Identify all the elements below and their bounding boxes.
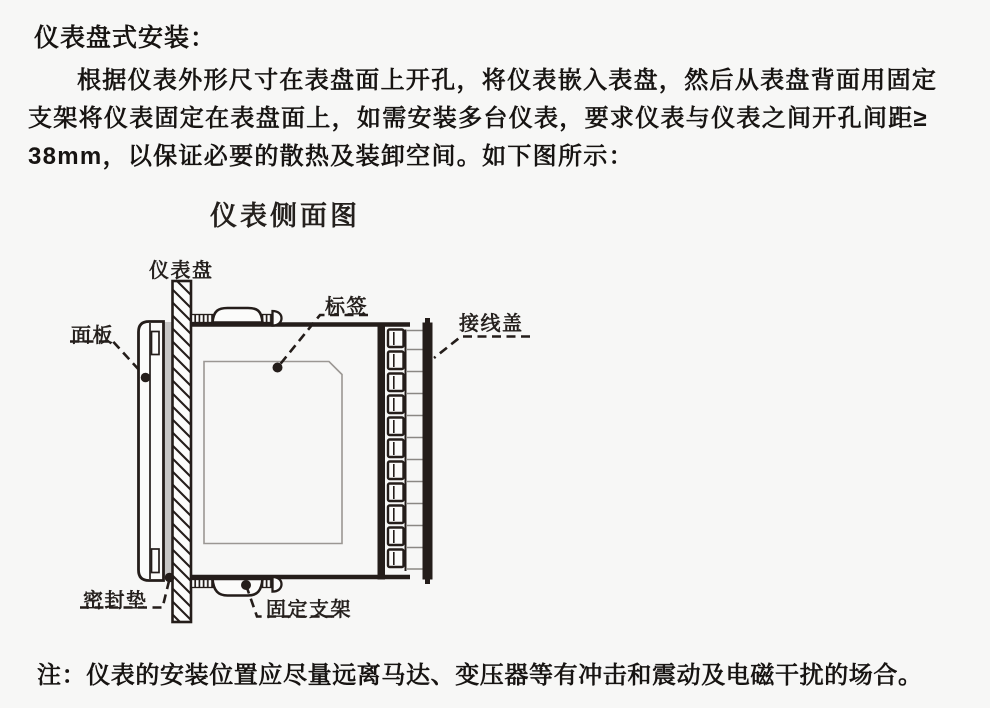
terminal-cover-label: 接线盖 <box>459 313 524 335</box>
screw-thread <box>192 315 214 323</box>
terminal-connector-lines <box>406 331 423 570</box>
front-panel-bezel <box>139 322 164 581</box>
screw-thread <box>192 580 214 588</box>
screw-head <box>273 311 282 326</box>
top-mounting-bracket <box>192 308 282 326</box>
bezel-clip <box>152 549 160 573</box>
paragraph-line: 38mm，以保证必要的散热及装卸空间。如下图所示： <box>28 143 634 170</box>
page-title: 仪表盘式安装： <box>34 24 217 52</box>
panel-board-label: 仪表盘 <box>149 260 214 282</box>
installation-note: 注：仪表的安装位置应尽量远离马达、变压器等有冲击和震动及电磁干扰的场合。 <box>37 662 923 689</box>
gasket-label: 密封垫 <box>83 590 148 612</box>
sticker-label: 标签 <box>325 296 368 318</box>
label-sticker-outline <box>204 362 342 544</box>
screw-thread <box>263 580 273 588</box>
diagram-title: 仪表侧面图 <box>210 201 360 231</box>
terminal-cover <box>423 318 433 584</box>
terminal-block <box>388 330 423 572</box>
bezel-clip <box>152 332 160 355</box>
paragraph-line: 支架将仪表固定在表盘面上，如需安装多台仪表，要求仪表与仪表之间开孔间距≥ <box>28 105 928 132</box>
terminal-cover-leader <box>434 337 530 359</box>
mounting-bracket-label: 固定支架 <box>266 599 352 621</box>
front-panel-label: 面板 <box>71 325 114 347</box>
screw-head <box>273 577 282 592</box>
screw-thread <box>263 315 273 323</box>
paragraph-line: 根据仪表外形尺寸在表盘面上开孔，将仪表嵌入表盘，然后从表盘背面用固定 <box>77 67 938 94</box>
mounting-panel-board <box>173 281 192 622</box>
